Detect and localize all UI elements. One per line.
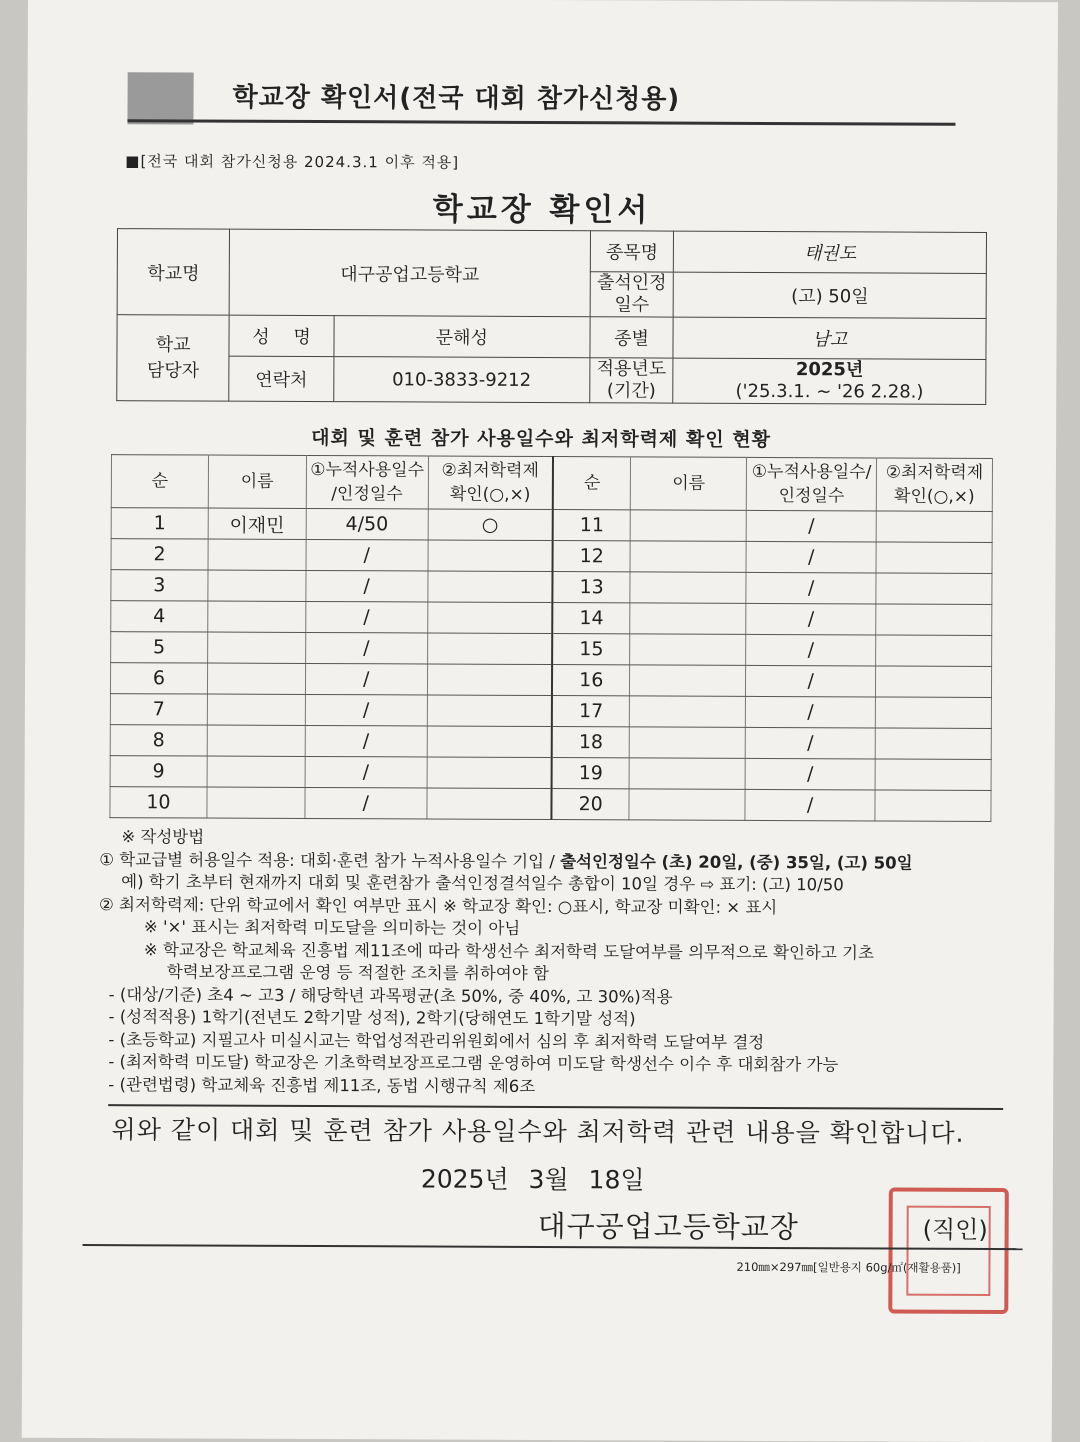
row-check: [428, 540, 553, 572]
col-header: ①누적사용일수 /인정일수: [306, 455, 428, 509]
row-number: 18: [552, 727, 630, 758]
note-x-meaning: ※ '×' 표시는 최저학력 미도달을 의미하는 것이 아님: [143, 917, 521, 938]
note-example: 예) 학기 초부터 현재까지 대회 및 훈련참가 출석인정결석일수 총합이 10일 경우 ⇨ 표기: (고) 10/50: [121, 872, 844, 895]
row-name: [207, 756, 305, 787]
row-check: [427, 571, 552, 603]
note-dash-item: - (최저학력 미도달) 학교장은 기초학력보장프로그램 운영하여 미도달 학생선수 이수 후 대회참가 가능: [108, 1052, 839, 1075]
section-title: 대회 및 훈련 참가 사용일수와 최저학력제 확인 현황: [311, 426, 772, 451]
row-name: [208, 601, 306, 632]
year-text: 2025년: [795, 359, 864, 381]
row-name: [208, 539, 306, 570]
row-number: 14: [552, 603, 630, 634]
row-number: 8: [110, 725, 207, 756]
row-days: /: [746, 541, 876, 573]
category-value: 남고: [673, 317, 986, 359]
row-check: [876, 635, 992, 667]
attendance-label: 출석인정 일수: [590, 272, 674, 317]
row-days: /: [305, 663, 427, 695]
row-number: 15: [552, 634, 630, 665]
row-check: [876, 573, 992, 605]
main-title: 학교장 확인서: [432, 191, 652, 229]
info-table: [116, 228, 987, 405]
banner-title: 학교장 확인서(전국 대회 참가신청용): [232, 82, 681, 115]
row-number: 17: [552, 696, 630, 727]
row-number: 9: [110, 756, 207, 787]
official-seal: [888, 1188, 1009, 1315]
col-header: 이름: [631, 457, 747, 511]
row-number: 11: [553, 510, 631, 541]
row-name: [208, 570, 306, 601]
row-days: /: [746, 665, 876, 697]
row-check: [875, 697, 991, 729]
row-name: [630, 665, 746, 697]
row-name: [631, 510, 747, 542]
table-row: [110, 694, 991, 729]
row-check: ○: [428, 509, 553, 541]
row-number: 16: [552, 665, 630, 696]
banner-gray-box: [127, 72, 193, 124]
note-dash-item: - (대상/기준) 초4 ~ 고3 / 해당학년 과목평균(초 50%, 중 40%, 고 30%)적용: [108, 984, 673, 1007]
note-principal-1: ※ 학교장은 학교체육 진흥법 제11조에 따라 학생선수 최저학력 도달여부를 의무적으로 확인하고 기초: [143, 939, 874, 962]
name-label: 성 명: [229, 315, 334, 356]
year-value: [673, 358, 986, 404]
row-check: [876, 542, 992, 574]
row-name: [629, 758, 745, 790]
row-number: 10: [110, 787, 207, 818]
row-number: 19: [552, 758, 630, 789]
row-days: /: [305, 601, 427, 633]
col-header: 순: [111, 455, 208, 508]
table-body: [110, 508, 992, 822]
row-number: 1: [111, 508, 208, 539]
col-header: 순: [553, 457, 631, 510]
year-label: 적용년도 (기간): [589, 358, 673, 403]
row-days: /: [305, 756, 427, 788]
notes-heading: ※ 작성방법: [121, 827, 205, 847]
row-number: 13: [552, 572, 630, 603]
row-name: [630, 603, 746, 635]
year-period: ('25.3.1. ~ '26 2.28.): [735, 380, 924, 403]
row-days: /: [305, 787, 427, 819]
row-check: [427, 757, 552, 789]
row-name: 이재민: [208, 508, 306, 539]
row-days: /: [306, 539, 428, 571]
table-row: [111, 508, 992, 543]
col-header: 이름: [208, 455, 306, 508]
col-header: ②최저학력제 확인(○,×): [876, 458, 992, 512]
row-check: [427, 633, 552, 665]
manager-label: 학교 담당자: [117, 315, 230, 401]
row-number: 6: [110, 663, 207, 694]
col-header: ②최저학력제 확인(○,×): [428, 456, 553, 510]
row-days: /: [305, 725, 427, 757]
note-item-1: ① 학교급별 허용일수 적용: 대회·훈련 참가 누적사용일수 기입 / 출석인정일수 (초) 20일, (중) 35일, (고) 50일: [99, 849, 913, 873]
separator-line: [108, 1104, 1003, 1110]
table-row: [110, 725, 991, 760]
contact-value: 010-3833-9212: [334, 357, 590, 403]
row-days: /: [745, 789, 875, 821]
table-row: [111, 601, 992, 636]
row-check: [427, 664, 552, 696]
contact-label: 연락처: [229, 356, 334, 401]
row-check: [876, 666, 992, 698]
row-days: /: [305, 632, 427, 664]
table-row: [111, 632, 992, 667]
row-check: [876, 511, 992, 543]
instructions: [98, 826, 1014, 1100]
seal-label: (직인): [922, 1215, 988, 1244]
row-days: /: [746, 634, 876, 666]
sport-label: 종목명: [590, 231, 674, 272]
row-check: [427, 602, 552, 634]
row-name: [629, 789, 745, 821]
row-days: /: [746, 572, 876, 604]
note-dash-item: - (성적적용) 1학기(전년도 2학기말 성적), 2학기(당해연도 1학기말 성적): [108, 1007, 636, 1029]
row-check: [427, 695, 552, 727]
row-days: /: [746, 603, 876, 635]
note-principal-2: 학력보장프로그램 운영 등 적절한 조치를 취하여야 함: [166, 962, 549, 984]
document-page: [22, 0, 1058, 1442]
row-check: [876, 604, 992, 636]
row-number: 4: [111, 601, 208, 632]
row-name: [630, 541, 746, 573]
row-number: 5: [111, 632, 208, 663]
row-name: [630, 634, 746, 666]
table-row: [110, 787, 991, 822]
row-check: [427, 726, 552, 758]
table-row: [110, 756, 991, 791]
row-check: [427, 788, 552, 820]
form-tagline: ■[전국 대회 참가신청용 2024.3.1 이후 적용]: [125, 152, 460, 172]
principal-name: 대구공업고등학교장: [537, 1208, 799, 1245]
row-name: [207, 663, 305, 694]
paper-spec-footer: 210㎜×297㎜[일반용지 60g/㎡(재활용품)]: [736, 1259, 961, 1275]
attendance-value: (고) 50일: [674, 272, 987, 318]
row-number: 3: [111, 570, 208, 601]
table-row: [110, 663, 991, 698]
row-number: 7: [110, 694, 207, 725]
school-label: 학교명: [117, 229, 230, 315]
school-name: 대구공업고등학교: [229, 229, 590, 317]
note-dash-item: - (관련법령) 학교체육 진흥법 제11조, 동법 시행규칙 제6조: [108, 1074, 536, 1096]
row-check: [875, 759, 991, 791]
confirm-statement: 위와 같이 대회 및 훈련 참가 사용일수와 최저학력 관련 내용을 확인합니다.: [111, 1115, 965, 1148]
row-name: [207, 694, 305, 725]
row-days: /: [745, 758, 875, 790]
note-dash-item: - (초등학교) 지필고사 미실시교는 학업성적관리위원회에서 심의 후 최저학력 도달여부 결정: [108, 1029, 765, 1052]
participants-table: [109, 454, 993, 822]
row-days: /: [745, 727, 875, 759]
row-check: [875, 728, 991, 760]
row-name: [207, 632, 305, 663]
row-days: /: [305, 694, 427, 726]
issue-date: 2025년 3월 18일: [420, 1164, 645, 1195]
row-days: 4/50: [306, 508, 428, 540]
row-number: 12: [553, 541, 631, 572]
row-name: [630, 696, 746, 728]
row-name: [207, 787, 305, 818]
row-days: /: [306, 570, 428, 602]
table-row: [111, 539, 992, 574]
category-label: 종별: [590, 317, 674, 358]
row-check: [875, 790, 991, 822]
col-header: ①누적사용일수/ 인정일수: [747, 457, 877, 511]
table-row: [111, 570, 992, 605]
row-days: /: [746, 510, 876, 542]
table-header-row: [111, 455, 992, 512]
row-number: 20: [551, 789, 629, 820]
row-days: /: [746, 696, 876, 728]
banner-underline: [127, 119, 955, 126]
note-item-2: ② 최저학력제: 단위 학교에서 확인 여부만 표시 ※ 학교장 확인: ○표시, 학교장 미확인: × 표시: [99, 894, 778, 917]
row-name: [630, 572, 746, 604]
row-name: [207, 725, 305, 756]
row-name: [630, 727, 746, 759]
sport-value: 태권도: [674, 231, 987, 273]
row-number: 2: [111, 539, 208, 570]
name-value: 문해성: [334, 316, 590, 358]
